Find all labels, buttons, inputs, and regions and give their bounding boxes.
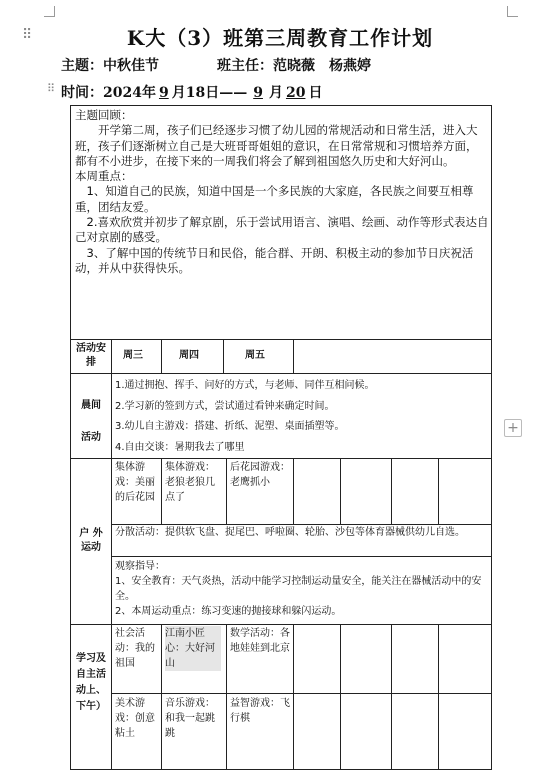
time-yue-1: 月 xyxy=(171,85,186,101)
time-yue-2: 月 xyxy=(268,85,283,101)
morning-item-1: 1.通过拥抱、挥手、问好的方式，与老师、同伴互相问候。 xyxy=(115,380,375,391)
outdoor-game-wed: 集体游戏：美丽的后花园 xyxy=(115,462,155,503)
outdoor-scatter: 分散活动：提供软飞盘、捉尾巴、呼啦圈、轮胎、沙包等体育器械供幼儿自选。 xyxy=(115,527,465,538)
outdoor-guide-2: 2、本周运动重点：练习变速的抛接球和躲闪运动。 xyxy=(115,606,342,617)
focus-heading: 本周重点： xyxy=(75,169,133,184)
teacher-label: 班主任：范晓薇 杨燕婷 xyxy=(217,58,371,74)
column-divider xyxy=(161,624,162,769)
page-title: K大（3）班第三周教育工作计划 xyxy=(126,26,434,50)
outdoor-game-fri: 后花园游戏：老鹰抓小 xyxy=(230,462,290,488)
add-column-button[interactable]: + xyxy=(504,419,522,437)
outdoor-game-thu: 集体游戏：老狼老狼几点了 xyxy=(165,462,215,503)
review-paragraph: 开学第二周，孩子们已经逐步习惯了幼儿园的常规活动和日常生活，进入大班，孩子们逐渐树立自己是大班哥哥姐姐的意识，在日常常规和习惯培养方面， 都有不小进步，在接下来的一周我们将会了解到祖国悠久历史和大好河山。 xyxy=(75,123,478,168)
learning-am-fri: 数学活动：各地娃娃到北京 xyxy=(230,628,290,654)
time-label: 时间： xyxy=(61,85,103,101)
table-move-handle-icon[interactable]: ⠿ xyxy=(47,82,56,95)
row-divider xyxy=(71,339,491,340)
column-divider xyxy=(161,458,162,524)
learning-am-thu: 江南小匠心：大好河山 xyxy=(165,626,221,671)
outdoor-guide-1: 1、安全教育：天气炎热，活动中能学习控制运动量安全，能关注在器械活动中的安全。 xyxy=(115,576,482,602)
review-section xyxy=(75,108,489,276)
day-header-wed: 周三 xyxy=(123,350,143,361)
column-divider xyxy=(391,624,392,769)
morning-item-2: 2.学习新的签到方式，尝试通过看钟来确定时间。 xyxy=(115,401,335,412)
time-ri-2: 日 xyxy=(308,85,323,101)
focus-point-1: 1、知道自己的民族，知道中国是一个多民族的大家庭，各民族之间要互相尊重，团结友爱。 xyxy=(75,184,474,214)
row-divider xyxy=(71,373,491,374)
morning-item-3: 3.幼儿自主游戏：搭建、折纸、泥塑、桌面插塑等。 xyxy=(115,421,345,432)
column-divider xyxy=(226,624,227,769)
column-divider xyxy=(223,339,224,373)
column-divider xyxy=(161,339,162,373)
learning-pm-wed: 美术游戏：创意粘土 xyxy=(115,698,155,739)
drag-handle-icon[interactable]: ⠿ xyxy=(22,27,33,43)
review-heading: 主题回顾： xyxy=(75,108,133,122)
row-divider xyxy=(111,693,491,694)
outdoor-guide-title: 观察指导： xyxy=(115,561,165,572)
time-nian: 年 xyxy=(141,85,156,101)
end-day: 20 xyxy=(285,85,306,101)
theme-label: 主题：中秋佳节 xyxy=(61,58,159,74)
learning-am-wed: 社会活动：我的祖国 xyxy=(115,628,155,669)
column-divider xyxy=(293,339,294,373)
morning-item-4: 4.自由交谈：暑期我去了哪里 xyxy=(115,442,245,453)
time-ri-1: 日—— xyxy=(205,85,248,101)
learning-label: 学习及自主活动上、下午） xyxy=(76,653,106,712)
column-divider xyxy=(391,458,392,524)
start-day: 18 xyxy=(185,85,206,101)
row-divider xyxy=(71,624,491,625)
crop-mark-top-left xyxy=(44,6,55,17)
morning-label-top: 晨间 xyxy=(81,400,101,411)
day-header-fri: 周五 xyxy=(245,350,265,361)
row-divider xyxy=(71,458,491,459)
crop-mark-top-right xyxy=(507,6,518,17)
learning-pm-thu: 音乐游戏：和我一起跳跳 xyxy=(165,698,215,739)
focus-point-2: 2.喜欢欣赏并初步了解京剧，乐于尝试用语言、演唱、绘画、动作等形式表达自己对京剧的感受。 xyxy=(75,215,489,245)
start-month: 9 xyxy=(158,85,169,101)
column-divider xyxy=(111,339,112,769)
time-range xyxy=(61,82,322,102)
column-divider xyxy=(438,624,439,769)
activity-label: 活动安排 xyxy=(76,343,106,368)
end-month: 9 xyxy=(253,85,263,101)
column-divider xyxy=(438,458,439,524)
column-divider xyxy=(226,458,227,524)
column-divider xyxy=(293,458,294,524)
time-year: 2024 xyxy=(103,85,142,101)
learning-pm-fri: 益智游戏：飞行棋 xyxy=(230,698,290,724)
column-divider xyxy=(293,624,294,769)
focus-point-3: 3、了解中国的传统节日和民俗，能合群、开朗、积极主动的参加节日庆祝活动，并从中获得快乐。 xyxy=(75,245,474,275)
row-divider xyxy=(111,556,491,557)
morning-label-bottom: 活动 xyxy=(81,432,101,443)
column-divider xyxy=(340,624,341,769)
outdoor-label: 户 外运动 xyxy=(79,528,103,553)
column-divider xyxy=(340,458,341,524)
plan-table xyxy=(70,105,492,770)
day-header-thu: 周四 xyxy=(179,350,199,361)
